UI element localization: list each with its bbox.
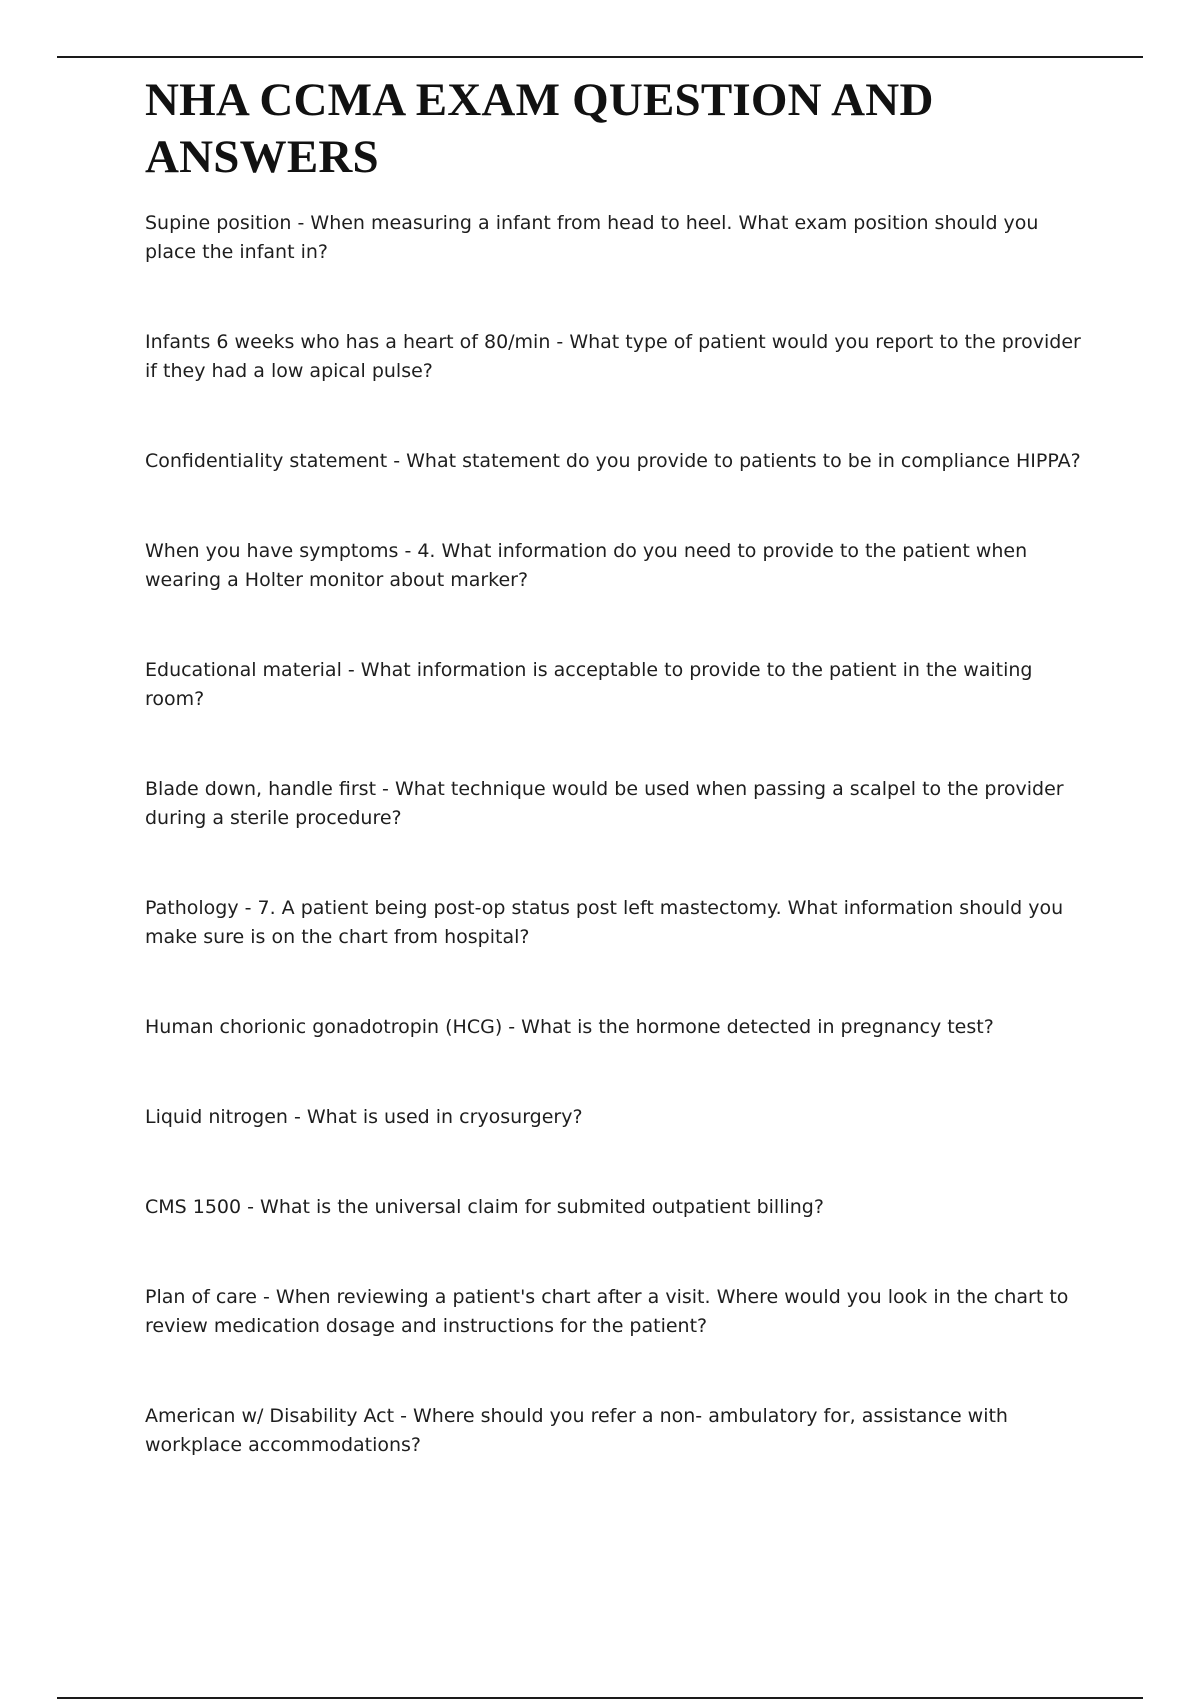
page-content [145, 72, 1085, 1521]
qa-item: Liquid nitrogen - What is used in cryosurgery? [145, 1106, 583, 1128]
qa-item: Infants 6 weeks who has a heart of 80/min - What type of patient would you report to the provider if they had a low apical pulse? [145, 331, 1081, 382]
qa-item: Pathology - 7. A patient being post-op status post left mastectomy. What information should you make sure is on the chart from hospital? [145, 897, 1064, 948]
qa-item: American w/ Disability Act - Where should you refer a non- ambulatory for, assistance with workplace accommodations? [145, 1405, 1008, 1456]
document-title: NHA CCMA EXAM QUESTION AND ANSWERS [145, 74, 934, 183]
qa-item: Educational material - What information is acceptable to provide to the patient in the waiting room? [145, 659, 1033, 710]
qa-item: Supine position - When measuring a infant from head to heel. What exam position should you place the infant in? [145, 212, 1039, 263]
qa-item: Plan of care - When reviewing a patient's chart after a visit. Where would you look in the chart to review medication dosage and instructions for the patient? [145, 1286, 1069, 1337]
qa-list [145, 209, 1085, 1460]
qa-item: Blade down, handle first - What technique would be used when passing a scalpel to the provider during a sterile procedure? [145, 778, 1064, 829]
qa-item: Confidentiality statement - What statement do you provide to patients to be in compliance HIPPA? [145, 450, 1081, 472]
qa-item: Human chorionic gonadotropin (HCG) - What is the hormone detected in pregnancy test? [145, 1016, 994, 1038]
header-rule [57, 56, 1143, 58]
footer-rule [57, 1697, 1143, 1699]
qa-item: When you have symptoms - 4. What information do you need to provide to the patient when wearing a Holter monitor about marker? [145, 540, 1028, 591]
qa-item: CMS 1500 - What is the universal claim for submited outpatient billing? [145, 1196, 824, 1218]
